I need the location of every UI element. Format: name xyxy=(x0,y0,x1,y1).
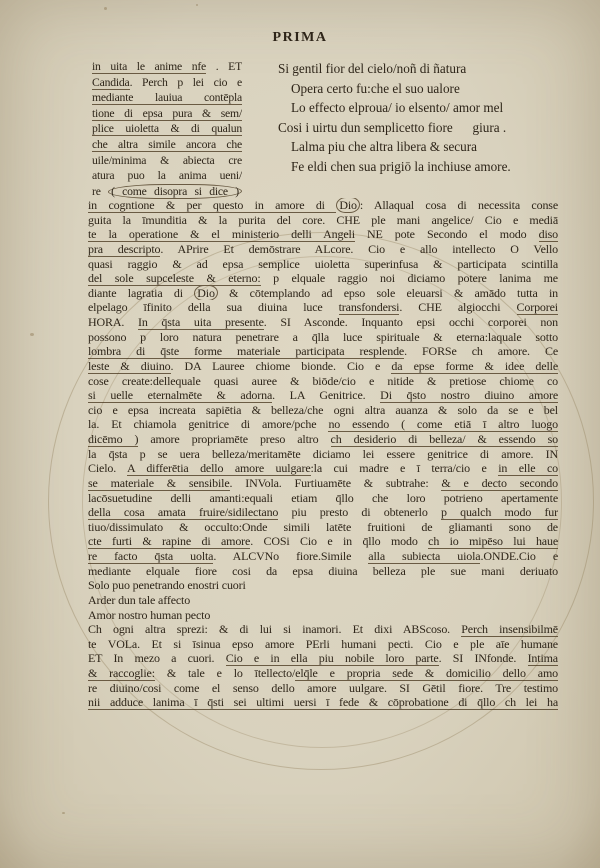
text-segment: la. Et chiamola genitrice di amore/pche xyxy=(88,417,329,432)
text-line xyxy=(88,681,558,696)
underlined-text: si uelle eternalmēte & adorna xyxy=(88,388,273,403)
text-line xyxy=(92,106,242,122)
text-segment: Ch ogni altra sprezi: & di lui si inamori. Et dixi ABScoso. xyxy=(88,622,462,637)
underlined-text: cose create xyxy=(88,373,150,388)
text-line xyxy=(88,257,558,272)
text-line xyxy=(92,121,242,137)
text-segment: & cōtemplando ad epso sole eleuarsi & amādo tutta in xyxy=(217,285,558,300)
underlined-text: ch io mipēso lui haue xyxy=(428,534,558,549)
text-line xyxy=(88,403,558,418)
text-segment: re xyxy=(92,184,109,198)
text-segment: . IN xyxy=(530,446,558,461)
underlined-text: te xyxy=(88,636,108,651)
text-line xyxy=(92,90,242,106)
underlined-text: leste & diuino xyxy=(88,358,171,373)
underlined-text: transfondersi xyxy=(338,300,400,315)
text-segment: . INVola. Furtiuamēte & subtrahe: xyxy=(229,475,442,490)
text-line xyxy=(88,286,558,301)
text-segment: amore propriamēte preso altro xyxy=(138,432,331,446)
underlined-text: p qualch modo fur xyxy=(440,505,558,520)
text-segment: possono xyxy=(88,329,141,344)
text-segment: HORA. xyxy=(88,315,138,329)
underlined-text: Cio e in ella piu nobile loro parte xyxy=(225,651,439,666)
text-segment: Cielo. xyxy=(88,461,127,476)
text-line xyxy=(88,520,558,535)
underlined-text: che altra simile ancora che xyxy=(92,137,242,151)
underlined-text: Tre testimo xyxy=(495,680,558,695)
underlined-text: mediante lauiua contēpla xyxy=(92,91,242,105)
text-line xyxy=(88,432,558,447)
underlined-text: Di q̄sto nostro diuino amore xyxy=(380,388,558,403)
underlined-text: ad epsa semplice uioletta superinfusa & participata scintilla xyxy=(196,256,558,271)
underlined-text: Et si īsinua epso amore xyxy=(151,636,295,651)
text-segment: cio e epsa increata sapiētia & belleza/ xyxy=(88,402,308,417)
text-line xyxy=(92,168,242,184)
underlined-text: in elle co xyxy=(498,461,558,476)
underlined-text: meritamēte diciamo lei essere genitrice di amore xyxy=(248,446,531,461)
text-line xyxy=(278,59,578,79)
text-segment: Opera certo fu:che el suo ualore xyxy=(291,80,460,96)
text-segment: Cosi i uirtu dun semplicetto fiore giura . xyxy=(278,119,507,135)
underlined-text: tione di epsa pura & sem/ xyxy=(92,106,242,120)
underlined-text: Perch insensibilmē xyxy=(461,622,558,637)
text-line xyxy=(88,608,558,623)
underlined-text: & raccoglie: xyxy=(88,666,155,680)
underlined-text: A differētia dello amore uulgare xyxy=(126,461,311,476)
text-segment: .ONDE.Cio e xyxy=(480,549,558,563)
underlined-text: lacōsuetudine delli amanti xyxy=(88,490,242,505)
text-segment: . SI Asconde. Inquanto epsi occhi corporei non xyxy=(263,315,558,329)
text-line xyxy=(88,271,558,286)
text-line xyxy=(88,695,558,710)
text-segment: . APrire Et demōstrare ALcore. Cio e allo intellecto O Vello xyxy=(160,241,558,256)
paper-spot xyxy=(196,4,198,6)
text-line xyxy=(88,227,558,242)
underlined-text: in cogntione & per questo in amore di xyxy=(88,198,337,212)
text-segment: ET In mezo a cuori. xyxy=(88,651,226,666)
underlined-text: lombra di q̄ste forme materiale participata resplende xyxy=(88,344,405,359)
text-line xyxy=(88,476,558,491)
top-section xyxy=(92,59,578,199)
text-line xyxy=(88,447,558,462)
text-line xyxy=(88,534,558,549)
text-line xyxy=(88,593,558,608)
underlined-text: plice uioletta & di qualun xyxy=(92,122,242,136)
text-line xyxy=(278,98,578,118)
text-line xyxy=(88,651,558,666)
text-segment: :equali etiam q̄llo che loro potrieno apertamente xyxy=(241,490,558,505)
text-line xyxy=(88,578,558,593)
text-segment: :dellequale quasi auree & biōde/cio e xyxy=(149,373,388,388)
underlined-text: se materiale & sensibile xyxy=(88,475,230,490)
text-line xyxy=(88,344,558,359)
text-segment: uile/minima & abiecta cre xyxy=(92,153,242,167)
poem-column xyxy=(278,59,578,177)
text-line xyxy=(88,666,558,681)
text-segment: PErli humani pecti. Cio e xyxy=(294,636,471,651)
text-line xyxy=(88,637,558,652)
underlined-text: Intima xyxy=(527,651,558,666)
circled-annotation: Dio xyxy=(336,198,360,213)
text-segment: : Allaqual cosa di necessita conse xyxy=(359,198,558,212)
text-segment: Lo effecto elproua/ io elsento/ amor mel xyxy=(291,100,504,116)
text-segment: . DA Lauree chiome bionde. Cio e xyxy=(170,358,392,373)
underlined-text: che ogni altra auanza & solo da se e bel xyxy=(307,402,558,417)
text-segment: quasi raggio & xyxy=(88,256,197,271)
paper-spot xyxy=(62,812,65,814)
text-line xyxy=(88,213,558,228)
underlined-text: mediante elquale fiore cosi da epsa diuina belleza ple sue mani deriuato xyxy=(88,563,558,578)
text-segment: piu presto di obtenerlo xyxy=(278,505,441,520)
underlined-text: no essendo ( come etiā ī altro luogo xyxy=(328,417,558,432)
text-segment: Fe eldi chen sua prigiō la inchiuse amore. xyxy=(291,158,511,174)
text-segment: & tale e lo ītellecto/ xyxy=(154,666,296,680)
underlined-text: Candida xyxy=(92,75,130,89)
underlined-text: & e decto secondo xyxy=(441,475,558,490)
text-line xyxy=(278,137,578,157)
text-segment: . CHE ple mani angelice/ Cio e mediā xyxy=(322,212,558,227)
page-title: PRIMA xyxy=(272,30,328,45)
underlined-text: sono de xyxy=(508,519,558,534)
text-line xyxy=(88,198,558,213)
underlined-text: Corporei xyxy=(516,300,558,315)
underlined-text: nitide & pretiose chiome co xyxy=(387,373,558,388)
text-line xyxy=(88,491,558,506)
text-line xyxy=(88,300,558,315)
text-segment: :la cui madre e ī terra/cio e xyxy=(310,461,499,476)
text-segment: Arder dun tale affecto xyxy=(88,592,191,607)
circled-annotation: Dio xyxy=(194,286,218,301)
underlined-text: elq̄le e propria sede & domicilio dello amo xyxy=(295,666,558,680)
underlined-text: nii adduce lanima ī q̄sti sei ultimi uersi ī fede & cōprobatione di q̄llo ch lei ha xyxy=(88,695,558,710)
text-line xyxy=(88,315,558,330)
text-line xyxy=(278,118,578,138)
text-segment: Si gentil fior del cielo/noñ di ñatura xyxy=(278,61,467,76)
text-segment: Amor nostro human pecto xyxy=(88,607,211,622)
underlined-text: diso xyxy=(538,227,558,242)
text-line xyxy=(92,153,242,169)
underlined-text: dicēmo ) xyxy=(88,432,139,446)
text-line xyxy=(88,417,558,432)
text-line xyxy=(88,549,558,564)
text-line xyxy=(92,137,242,153)
main-text-block xyxy=(88,198,558,710)
underlined-text: ple aīe humane xyxy=(470,636,558,651)
text-segment: . CHE algiocchi xyxy=(399,300,517,315)
text-line xyxy=(88,505,558,520)
text-segment: . COSi Cio e in q̄llo modo xyxy=(250,534,429,549)
text-segment: la q̄sta p se uera belleza/ xyxy=(88,446,249,461)
text-line xyxy=(92,184,242,200)
text-segment: NE pote Secondo el modo xyxy=(354,227,539,242)
underlined-text: in uita le anime nfe xyxy=(92,60,207,73)
underlined-text: della cosa amata fruire/sidilectano xyxy=(88,505,279,520)
text-line xyxy=(88,330,558,345)
text-segment: . LA Genitrice. xyxy=(272,388,381,403)
text-line xyxy=(88,622,558,637)
text-segment: atura puo la anima ueni/ xyxy=(92,169,242,183)
text-segment: Lalma piu che altra libera & secura xyxy=(291,139,477,155)
underlined-text: del sole supceleste & eterno: xyxy=(88,271,261,286)
text-line xyxy=(278,157,578,177)
text-segment: VOLa. xyxy=(107,636,152,651)
text-segment: . FORSe ch amore. Ce xyxy=(404,344,558,359)
text-segment: . Perch p lei cio e xyxy=(129,75,242,89)
text-segment: Solo puo penetrando enostri cuori xyxy=(88,578,246,593)
underlined-text: te la operatione & el ministerio delli Angeli xyxy=(88,227,355,242)
underlined-text: cte furti & rapine di amore xyxy=(88,534,251,549)
underlined-text: p loro natura penetrare a q̄lla luce spirituale & eterna:laquale sotto xyxy=(140,329,558,344)
text-line xyxy=(88,388,558,403)
underlined-text: da epse forme & idee delle xyxy=(391,358,558,373)
text-segment: . ALCVNo fiore.Simile xyxy=(213,549,369,563)
paper-spot xyxy=(30,333,34,336)
text-segment: tiuo/dissimulato & occulto:Onde simili latēte fruitioni de gliamanti xyxy=(88,519,509,534)
underlined-text: In q̄sta uita presente xyxy=(137,315,264,329)
paper-spot xyxy=(104,7,107,10)
underlined-text: ch desiderio di belleza/ & essendo so xyxy=(330,432,558,446)
text-line xyxy=(278,79,578,99)
text-line xyxy=(92,75,242,91)
text-segment: p elquale raggio noi diciamo potere lanima me xyxy=(260,271,558,286)
text-segment: elpelago īfinito della sua diuina luce xyxy=(88,300,339,315)
text-segment: . ET xyxy=(206,60,242,73)
underlined-text: alla subiecta uiola xyxy=(368,549,481,563)
underlined-text: diante lagratia di xyxy=(88,285,195,300)
underlined-text: re facto q̄sta uolta xyxy=(88,549,214,563)
text-line xyxy=(88,242,558,257)
circled-annotation: ( come disopra si dice ) xyxy=(108,184,242,199)
left-column xyxy=(92,59,242,199)
underlined-text: guita la īmunditia & la purita del core xyxy=(88,212,323,227)
text-line xyxy=(88,359,558,374)
text-line xyxy=(88,564,558,579)
text-segment: . SI INfonde. xyxy=(438,651,528,666)
text-segment: re diuino/cosi come el senso dello amore uulgare. SI Gētil fiore. xyxy=(88,680,496,695)
text-line xyxy=(92,59,242,75)
text-line xyxy=(88,374,558,389)
text-line xyxy=(88,461,558,476)
underlined-text: pra descripto xyxy=(88,241,161,256)
